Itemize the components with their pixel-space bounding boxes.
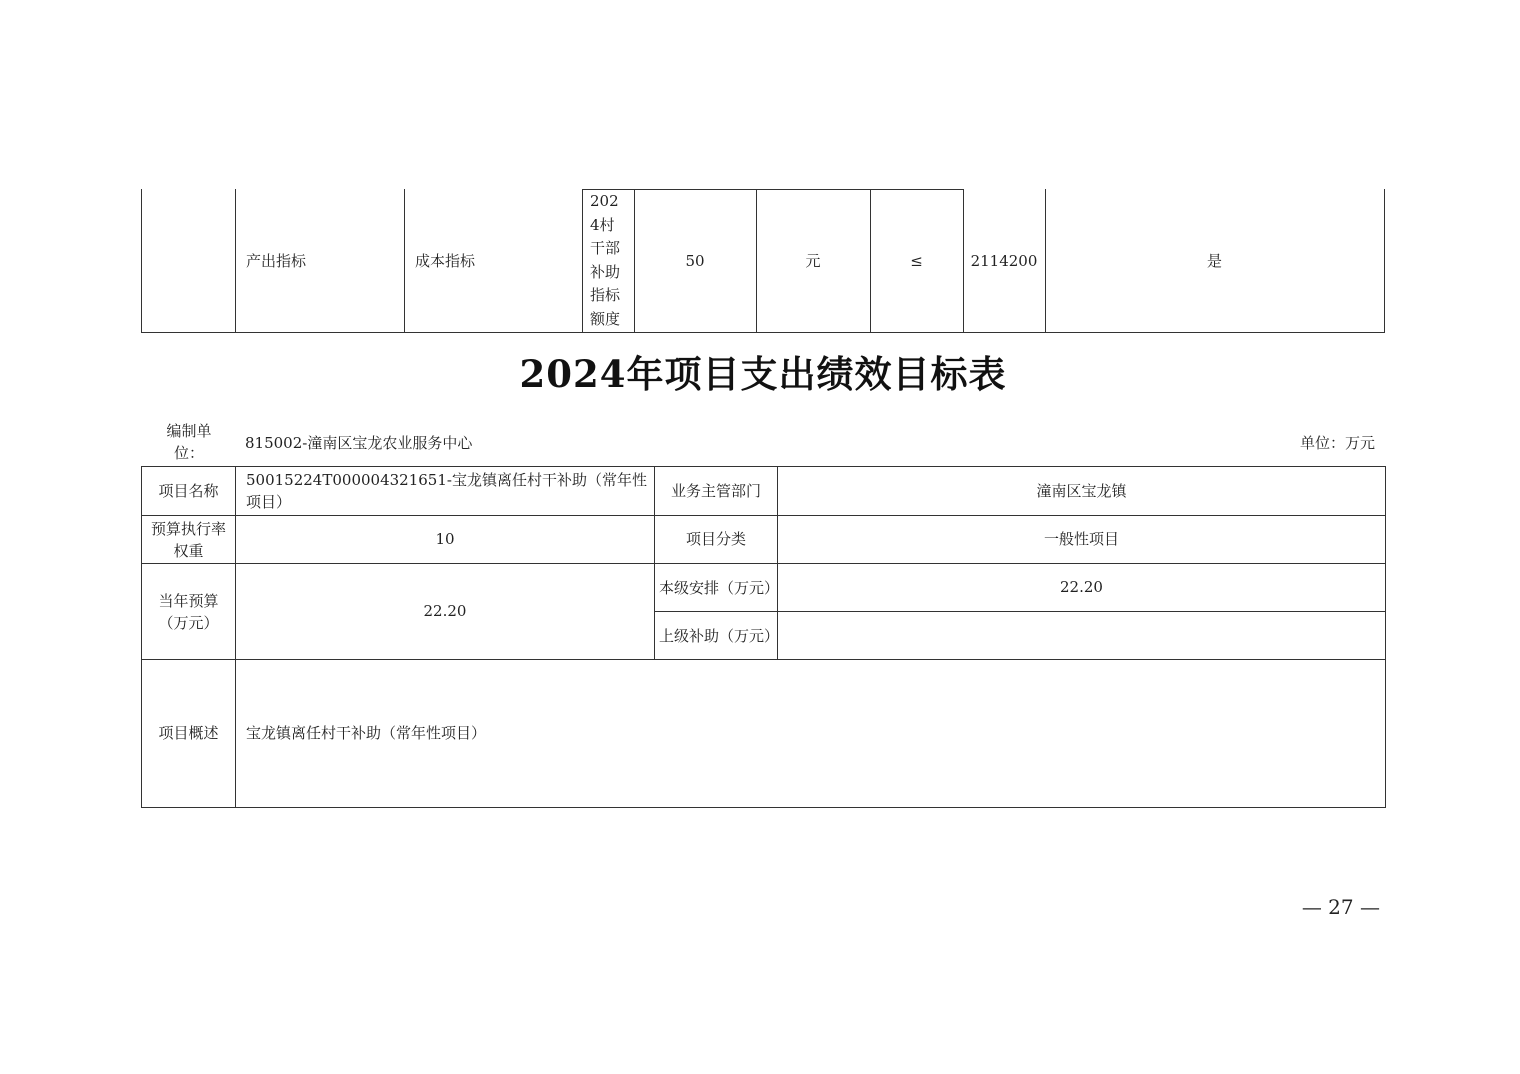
overview-value: 宝龙镇离任村干补助（常年性项目）: [236, 660, 1386, 808]
budget-label: 当年预算（万元）: [142, 564, 236, 660]
flag-cell: 是: [1206, 252, 1222, 270]
performance-goal-table: [141, 466, 1386, 808]
local-label: 本级安排（万元）: [655, 564, 778, 612]
exec-weight-label: 预算执行率权重: [142, 516, 236, 564]
unit-cell: 元: [805, 252, 821, 270]
operator-cell: ≤: [910, 252, 923, 270]
budget-value: 22.20: [236, 564, 655, 660]
currency-label: 单位：万元: [1299, 434, 1375, 452]
table-row: [142, 660, 1386, 808]
category-value: 一般性项目: [778, 516, 1386, 564]
upper-value: [778, 612, 1386, 660]
project-name-label: 项目名称: [142, 467, 236, 516]
indicator-cell: 2024村干部补助指标额度: [590, 192, 621, 328]
table-row: [142, 467, 1386, 516]
page-title: 2024年项目支出绩效目标表: [519, 352, 1007, 396]
table-row: [142, 564, 1386, 612]
project-name-value: 50015224T000004321651-宝龙镇离任村干补助（常年性项目）: [236, 467, 655, 516]
level2-cell: 产出指标: [246, 252, 307, 270]
local-value: 22.20: [778, 564, 1386, 612]
unit-value: 815002-潼南区宝龙农业服务中心: [245, 434, 473, 452]
exec-weight-value: 10: [236, 516, 655, 564]
upper-label: 上级补助（万元）: [655, 612, 778, 660]
dept-label: 业务主管部门: [655, 467, 778, 516]
dept-value: 潼南区宝龙镇: [778, 467, 1386, 516]
unit-label: 编制单位：: [166, 422, 212, 462]
category-label: 项目分类: [655, 516, 778, 564]
page-number: — 27 —: [1301, 895, 1380, 919]
table-row: [142, 516, 1386, 564]
weight-cell: 50: [685, 252, 705, 270]
target-cell: 2114200: [970, 252, 1038, 270]
overview-label: 项目概述: [142, 660, 236, 808]
level3-cell: 成本指标: [415, 252, 476, 270]
